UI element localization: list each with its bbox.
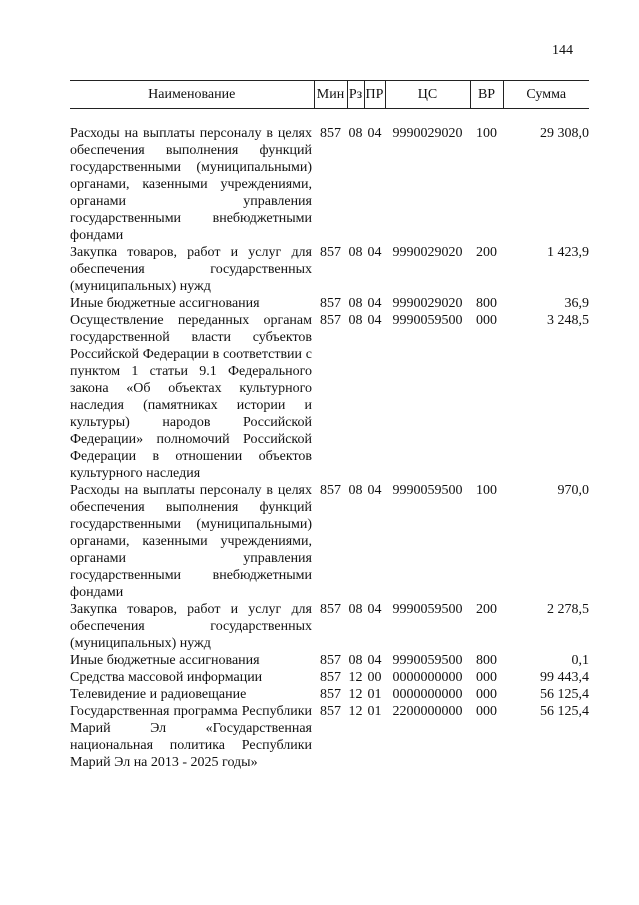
row-vr: 100 <box>476 483 497 498</box>
row-pr: 04 <box>367 653 382 668</box>
row-pr: 04 <box>367 602 382 617</box>
header-sum: Сумма <box>503 81 589 109</box>
table-header <box>70 81 589 109</box>
row-rz: 08 <box>348 653 363 668</box>
table-row <box>70 295 589 312</box>
header-cs: ЦС <box>385 81 470 109</box>
row-min: 857 <box>320 126 341 141</box>
row-name: Расходы на выплаты персоналу в целях обеспечения выполнения функций государственными (муниципальными) органами, казенными учреждениями, органами управления государственными внебюджетными фондами <box>70 126 312 243</box>
row-name: Осуществление переданных органам государственной власти субъектов Российской Федерации в соответствии с пунктом 1 статьи 9.1 Федерального закона «Об объектах культурного наследия (памятниках истории и культуры) народов Российской Федерации» полномочий Российской Федерации в отношении объектов культурного наследия <box>70 313 312 481</box>
row-pr: 01 <box>367 687 382 702</box>
row-cs: 9990029020 <box>392 126 463 141</box>
row-rz: 08 <box>348 313 363 328</box>
row-vr: 200 <box>476 602 497 617</box>
row-rz: 12 <box>348 670 363 685</box>
table-row <box>70 482 589 601</box>
row-name: Государственная программа Республики Марий Эл «Государственная национальная политика Республики Марий Эл на 2013 - 2025 годы» <box>70 704 312 770</box>
page-number: 144 <box>552 43 573 58</box>
row-vr: 800 <box>476 296 497 311</box>
row-rz: 12 <box>348 704 363 719</box>
row-sum: 2 278,5 <box>547 602 589 617</box>
row-vr: 000 <box>476 313 497 328</box>
row-min: 857 <box>320 296 341 311</box>
table-row <box>70 601 589 652</box>
row-cs: 0000000000 <box>392 687 463 702</box>
header-rz: Рз <box>347 81 364 109</box>
row-pr: 04 <box>367 483 382 498</box>
row-cs: 9990059500 <box>392 313 463 328</box>
row-vr: 000 <box>476 704 497 719</box>
row-vr: 000 <box>476 670 497 685</box>
row-min: 857 <box>320 602 341 617</box>
row-min: 857 <box>320 483 341 498</box>
header-spacer <box>70 109 589 126</box>
row-name: Закупка товаров, работ и услуг для обеспечения государственных (муниципальных) нужд <box>70 602 312 651</box>
row-vr: 200 <box>476 245 497 260</box>
row-min: 857 <box>320 313 341 328</box>
row-rz: 08 <box>348 126 363 141</box>
row-vr: 100 <box>476 126 497 141</box>
row-sum: 970,0 <box>557 483 589 498</box>
row-rz: 08 <box>348 296 363 311</box>
row-cs: 9990059500 <box>392 483 463 498</box>
row-cs: 0000000000 <box>392 670 463 685</box>
table-row <box>70 652 589 669</box>
row-rz: 12 <box>348 687 363 702</box>
row-sum: 0,1 <box>571 653 589 668</box>
row-pr: 01 <box>367 704 382 719</box>
row-vr: 000 <box>476 687 497 702</box>
row-cs: 9990029020 <box>392 245 463 260</box>
row-vr: 800 <box>476 653 497 668</box>
budget-table <box>70 80 589 771</box>
row-pr: 00 <box>367 670 382 685</box>
row-min: 857 <box>320 653 341 668</box>
row-rz: 08 <box>348 483 363 498</box>
row-sum: 3 248,5 <box>547 313 589 328</box>
header-vr: ВР <box>470 81 503 109</box>
row-sum: 56 125,4 <box>540 687 589 702</box>
row-min: 857 <box>320 704 341 719</box>
row-name: Расходы на выплаты персоналу в целях обеспечения выполнения функций государственными (муниципальными) органами, казенными учреждениями, органами управления государственными внебюджетными фондами <box>70 483 312 600</box>
table-row <box>70 703 589 771</box>
row-name: Иные бюджетные ассигнования <box>70 296 260 311</box>
row-name: Средства массовой информации <box>70 670 263 685</box>
header-name: Наименование <box>70 81 314 109</box>
table-body <box>70 109 589 772</box>
header-pr: ПР <box>364 81 385 109</box>
row-sum: 29 308,0 <box>540 126 589 141</box>
row-name: Иные бюджетные ассигнования <box>70 653 260 668</box>
row-cs: 2200000000 <box>392 704 463 719</box>
row-min: 857 <box>320 670 341 685</box>
row-pr: 04 <box>367 245 382 260</box>
row-cs: 9990059500 <box>392 653 463 668</box>
row-min: 857 <box>320 245 341 260</box>
row-rz: 08 <box>348 245 363 260</box>
header-min: Мин <box>314 81 347 109</box>
table-row <box>70 686 589 703</box>
row-name: Телевидение и радиовещание <box>70 687 247 702</box>
row-name: Закупка товаров, работ и услуг для обеспечения государственных (муниципальных) нужд <box>70 245 312 294</box>
row-cs: 9990059500 <box>392 602 463 617</box>
row-cs: 9990029020 <box>392 296 463 311</box>
row-sum: 99 443,4 <box>540 670 589 685</box>
row-rz: 08 <box>348 602 363 617</box>
row-sum: 56 125,4 <box>540 704 589 719</box>
table-row <box>70 125 589 244</box>
table-row <box>70 312 589 482</box>
row-pr: 04 <box>367 313 382 328</box>
row-sum: 36,9 <box>564 296 589 311</box>
row-pr: 04 <box>367 296 382 311</box>
table-row <box>70 669 589 686</box>
table-row <box>70 244 589 295</box>
row-sum: 1 423,9 <box>547 245 589 260</box>
row-pr: 04 <box>367 126 382 141</box>
row-min: 857 <box>320 687 341 702</box>
